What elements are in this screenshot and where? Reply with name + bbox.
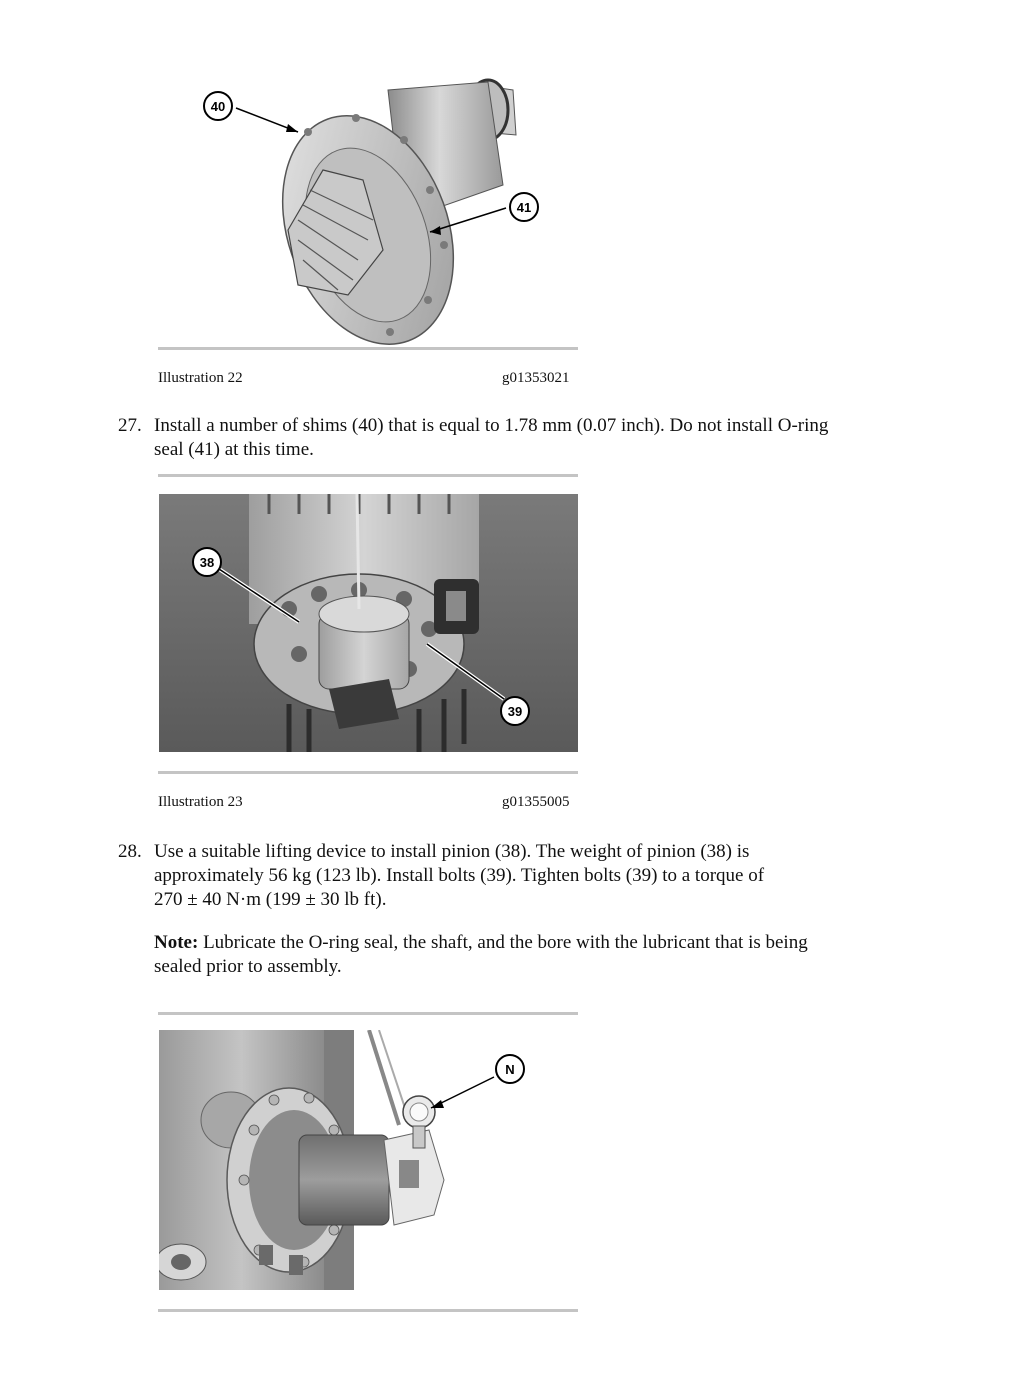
illustration-24-top-rule xyxy=(158,1012,578,1015)
svg-text:N: N xyxy=(505,1062,515,1077)
note-text-line1: Lubricate the O-ring seal, the shaft, and the bore with the lubricant that is being xyxy=(203,932,808,953)
callout-39 xyxy=(499,695,531,727)
step-28-text-line1: Use a suitable lifting device to install pinion (38). The weight of pinion (38) is xyxy=(154,841,750,862)
illustration-23-top-rule xyxy=(158,474,578,477)
illustration-24-bottom-rule xyxy=(158,1309,578,1312)
step-27-text-line2: seal (41) at this time. xyxy=(154,439,314,460)
illustration-23-rule xyxy=(158,771,578,774)
callout-n xyxy=(494,1053,526,1085)
illustration-22-rule xyxy=(158,347,578,350)
svg-text:41: 41 xyxy=(516,200,532,215)
callout-41 xyxy=(508,191,540,223)
step-28-text-line2: approximately 56 kg (123 lb). Install bolts (39). Tighten bolts (39) to a torque of xyxy=(154,865,765,886)
step-27-number: 27. xyxy=(118,415,142,436)
callout-38 xyxy=(191,546,223,578)
svg-text:40: 40 xyxy=(210,99,226,114)
step-28-text-line3: 270 ± 40 N·m (199 ± 30 lb ft). xyxy=(154,889,387,910)
illustration-22-label: Illustration 22 xyxy=(158,370,243,386)
illustration-23-code: g01355005 xyxy=(502,794,570,810)
callout-40 xyxy=(202,90,234,122)
illustration-23-label: Illustration 23 xyxy=(158,794,243,810)
note xyxy=(154,931,904,979)
step-28-number: 28. xyxy=(118,841,142,862)
svg-text:39: 39 xyxy=(507,704,523,719)
note-text-line2: sealed prior to assembly. xyxy=(154,956,342,977)
note-label: Note: xyxy=(154,932,199,953)
svg-text:38: 38 xyxy=(199,555,215,570)
step-27-text-line1: Install a number of shims (40) that is equal to 1.78 mm (0.07 inch). Do not install O-ring xyxy=(154,415,829,436)
illustration-22-code: g01353021 xyxy=(502,370,570,386)
